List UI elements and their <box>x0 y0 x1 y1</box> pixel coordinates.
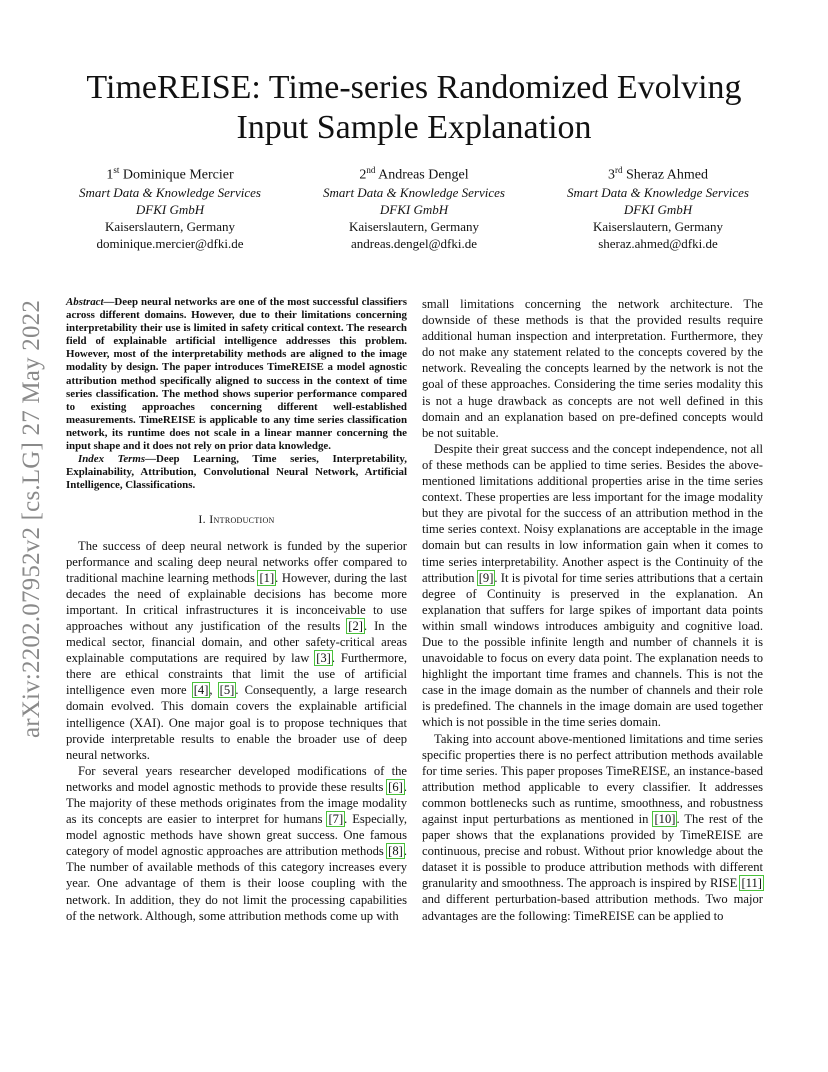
author-department: Smart Data & Knowledge Services <box>567 184 749 200</box>
abstract-label: Abstract <box>66 296 104 308</box>
author-organization: DFKI GmbH <box>135 201 205 217</box>
author-organization: DFKI GmbH <box>379 201 449 217</box>
abstract-text: —Deep neural networks are one of the most successful classifiers across different domains. However, due to their limitations concerning interpretability their use is limited in safety critical context. The research field of explainable artificial intelligence addresses this problem. However, most of the interpretability methods are aligned to the image modality by design. The paper introduces TimeREISE a model agnostic attribution method specifically aligned to success in the context of time series classification. The method shows superior performance compared to existing approaches concerning different well-established measurements. TimeREISE is applicable to any time series classification network, its runtime does not scale in a linear manner concerning the input shape and it does not rely on prior data knowledge. <box>66 296 407 453</box>
title-line-2: Input Sample Explanation <box>236 109 592 146</box>
author-location: Kaiserslautern, Germany <box>349 218 479 234</box>
left-column <box>66 296 407 924</box>
citation-link[interactable]: [7] <box>328 812 344 827</box>
index-terms <box>66 453 407 492</box>
intro-paragraph-5: Taking into account above-mentioned limitations and time series specific properties there is no perfect attribution methods available for time series. This paper proposes TimeREISE, an instance-based attribution method applicable to every classifier. It addresses common bottlenecks such as runtime, smoothness, and robustness against input perturbations as mentioned in [10]. The rest of the paper shows that the explanations provided by TimeREISE are continuous, precise and robust. Without prior knowledge about the dataset it is possible to produce attribution methods with different granularity and smoothness. The approach is inspired by RISE [11] and different perturbation-based attribution methods. Two major advantages are the following: TimeREISE can be applied to <box>422 731 763 923</box>
paper-title <box>60 68 768 148</box>
author-3 <box>546 162 770 252</box>
citation-link[interactable]: [9] <box>478 570 494 585</box>
right-column <box>422 296 763 924</box>
author-block <box>58 162 770 252</box>
index-terms-label: Index Terms <box>78 453 146 466</box>
author-email: sheraz.ahmed@dfki.de <box>598 235 718 251</box>
title-line-1: TimeREISE: Time-series Randomized Evolving <box>86 69 742 106</box>
author-name: 2nd Andreas Dengel <box>359 165 469 183</box>
author-location: Kaiserslautern, Germany <box>105 218 235 234</box>
section-heading-introduction: I. Introduction <box>198 512 275 527</box>
author-department: Smart Data & Knowledge Services <box>323 184 505 200</box>
author-1 <box>58 162 282 252</box>
citation-link[interactable]: [4] <box>193 683 209 698</box>
arxiv-identifier-stamp <box>17 278 47 760</box>
citation-link[interactable]: [8] <box>388 844 403 859</box>
index-terms-text: —Deep Learning, Time series, Interpretability, Explainability, Attribution, Convolutional Neural Network, Artificial Intelligence, Classifications. <box>66 453 407 492</box>
author-name: 1st Dominique Mercier <box>106 165 234 183</box>
author-2 <box>302 162 526 252</box>
intro-paragraph-2: For several years researcher developed modifications of the networks and model agnostic methods to provide these results [6]. The majority of these methods originates from the image modality as its concepts are easier to interpret for humans [7]. Especially, model agnostic methods have shown great success. One famous category of model agnostic approaches are attribution methods [8]. The number of available methods of this category increases every year. One advantage of them is their loose coupling with the network. In addition, they do not limit the processing capabilities of the network. Although, some attribution methods come up with <box>66 763 407 923</box>
author-name: 3rd Sheraz Ahmed <box>607 165 709 183</box>
arxiv-id-text: arXiv:2202.07952v2 [cs.LG] 27 May 2022 <box>18 299 45 739</box>
citation-link[interactable]: [1] <box>259 570 275 585</box>
author-location: Kaiserslautern, Germany <box>593 218 723 234</box>
citation-link[interactable]: [11] <box>741 876 762 891</box>
citation-link[interactable]: [5] <box>219 683 235 698</box>
author-email: dominique.mercier@dfki.de <box>96 235 244 251</box>
citation-link[interactable]: [2] <box>348 618 363 633</box>
citation-link[interactable]: [3] <box>316 651 331 666</box>
intro-paragraph-3: small limitations concerning the network architecture. The downside of these methods is that the provided results require additional human inspection and interpretation. Furthermore, they do not make any statement related to the concepts covered by the network. Revealing the concepts learned by the network is not the goal of these approaches. Considering the time series modality this is not a huge drawback as concepts are not well defined in this domain and an explanation based on pre-defined concepts would be not suitable. <box>422 297 763 440</box>
author-organization: DFKI GmbH <box>623 201 693 217</box>
intro-paragraph-1: The success of deep neural network is funded by the superior performance and scaling deep neural networks offer compared to traditional machine learning methods [1]. However, during the last decades the need of explainable decisions has become more important. In critical infrastructures it is inconceivable to use approaches without any justification of the results [2]. In the medical sector, financial domain, and other safety-critical areas explainable computations are required by law [3]. Furthermore, there are ethical constraints that limit the use of artificial intelligence even more [4], [5]. Consequently, a large research domain evolved. This domain covers the explainable artificial intelligence (XAI). One major goal is to propose techniques that provide interpretable results to enable the broader use of deep neural networks. <box>66 538 408 762</box>
intro-paragraph-4: Despite their great success and the concept independence, not all of these methods can be applied to time series. Besides the above-mentioned limitations additional properties arise in the time series context. These properties are less important for the image modality but they are pivotal for the success of an attribution method in the time series context. Noisy explanations are acceptable in the image domain but can results in low information gain when it comes to time series interpretability. Another aspect is the Continuity of the attribution [9]. It is pivotal for time series attributions that a certain degree of Continuity is preserved in the explanation. An explanation that suffers for large spikes of important data points within small windows introduces ambiguity and cognitive load. Due to the possible infinite length and number of channels it is unavoidable to focus on every data point. The explanation needs to highlight the important time frames and channels. This is not the case in the image domain as the number of channels and their role is predefined. The channels in the image domain are used together which is not possible in the time series domain. <box>422 441 763 730</box>
citation-link[interactable]: [10] <box>654 812 676 826</box>
author-email: andreas.dengel@dfki.de <box>350 235 478 251</box>
abstract <box>66 296 407 453</box>
citation-link[interactable]: [6] <box>388 779 403 794</box>
author-department: Smart Data & Knowledge Services <box>79 184 261 200</box>
